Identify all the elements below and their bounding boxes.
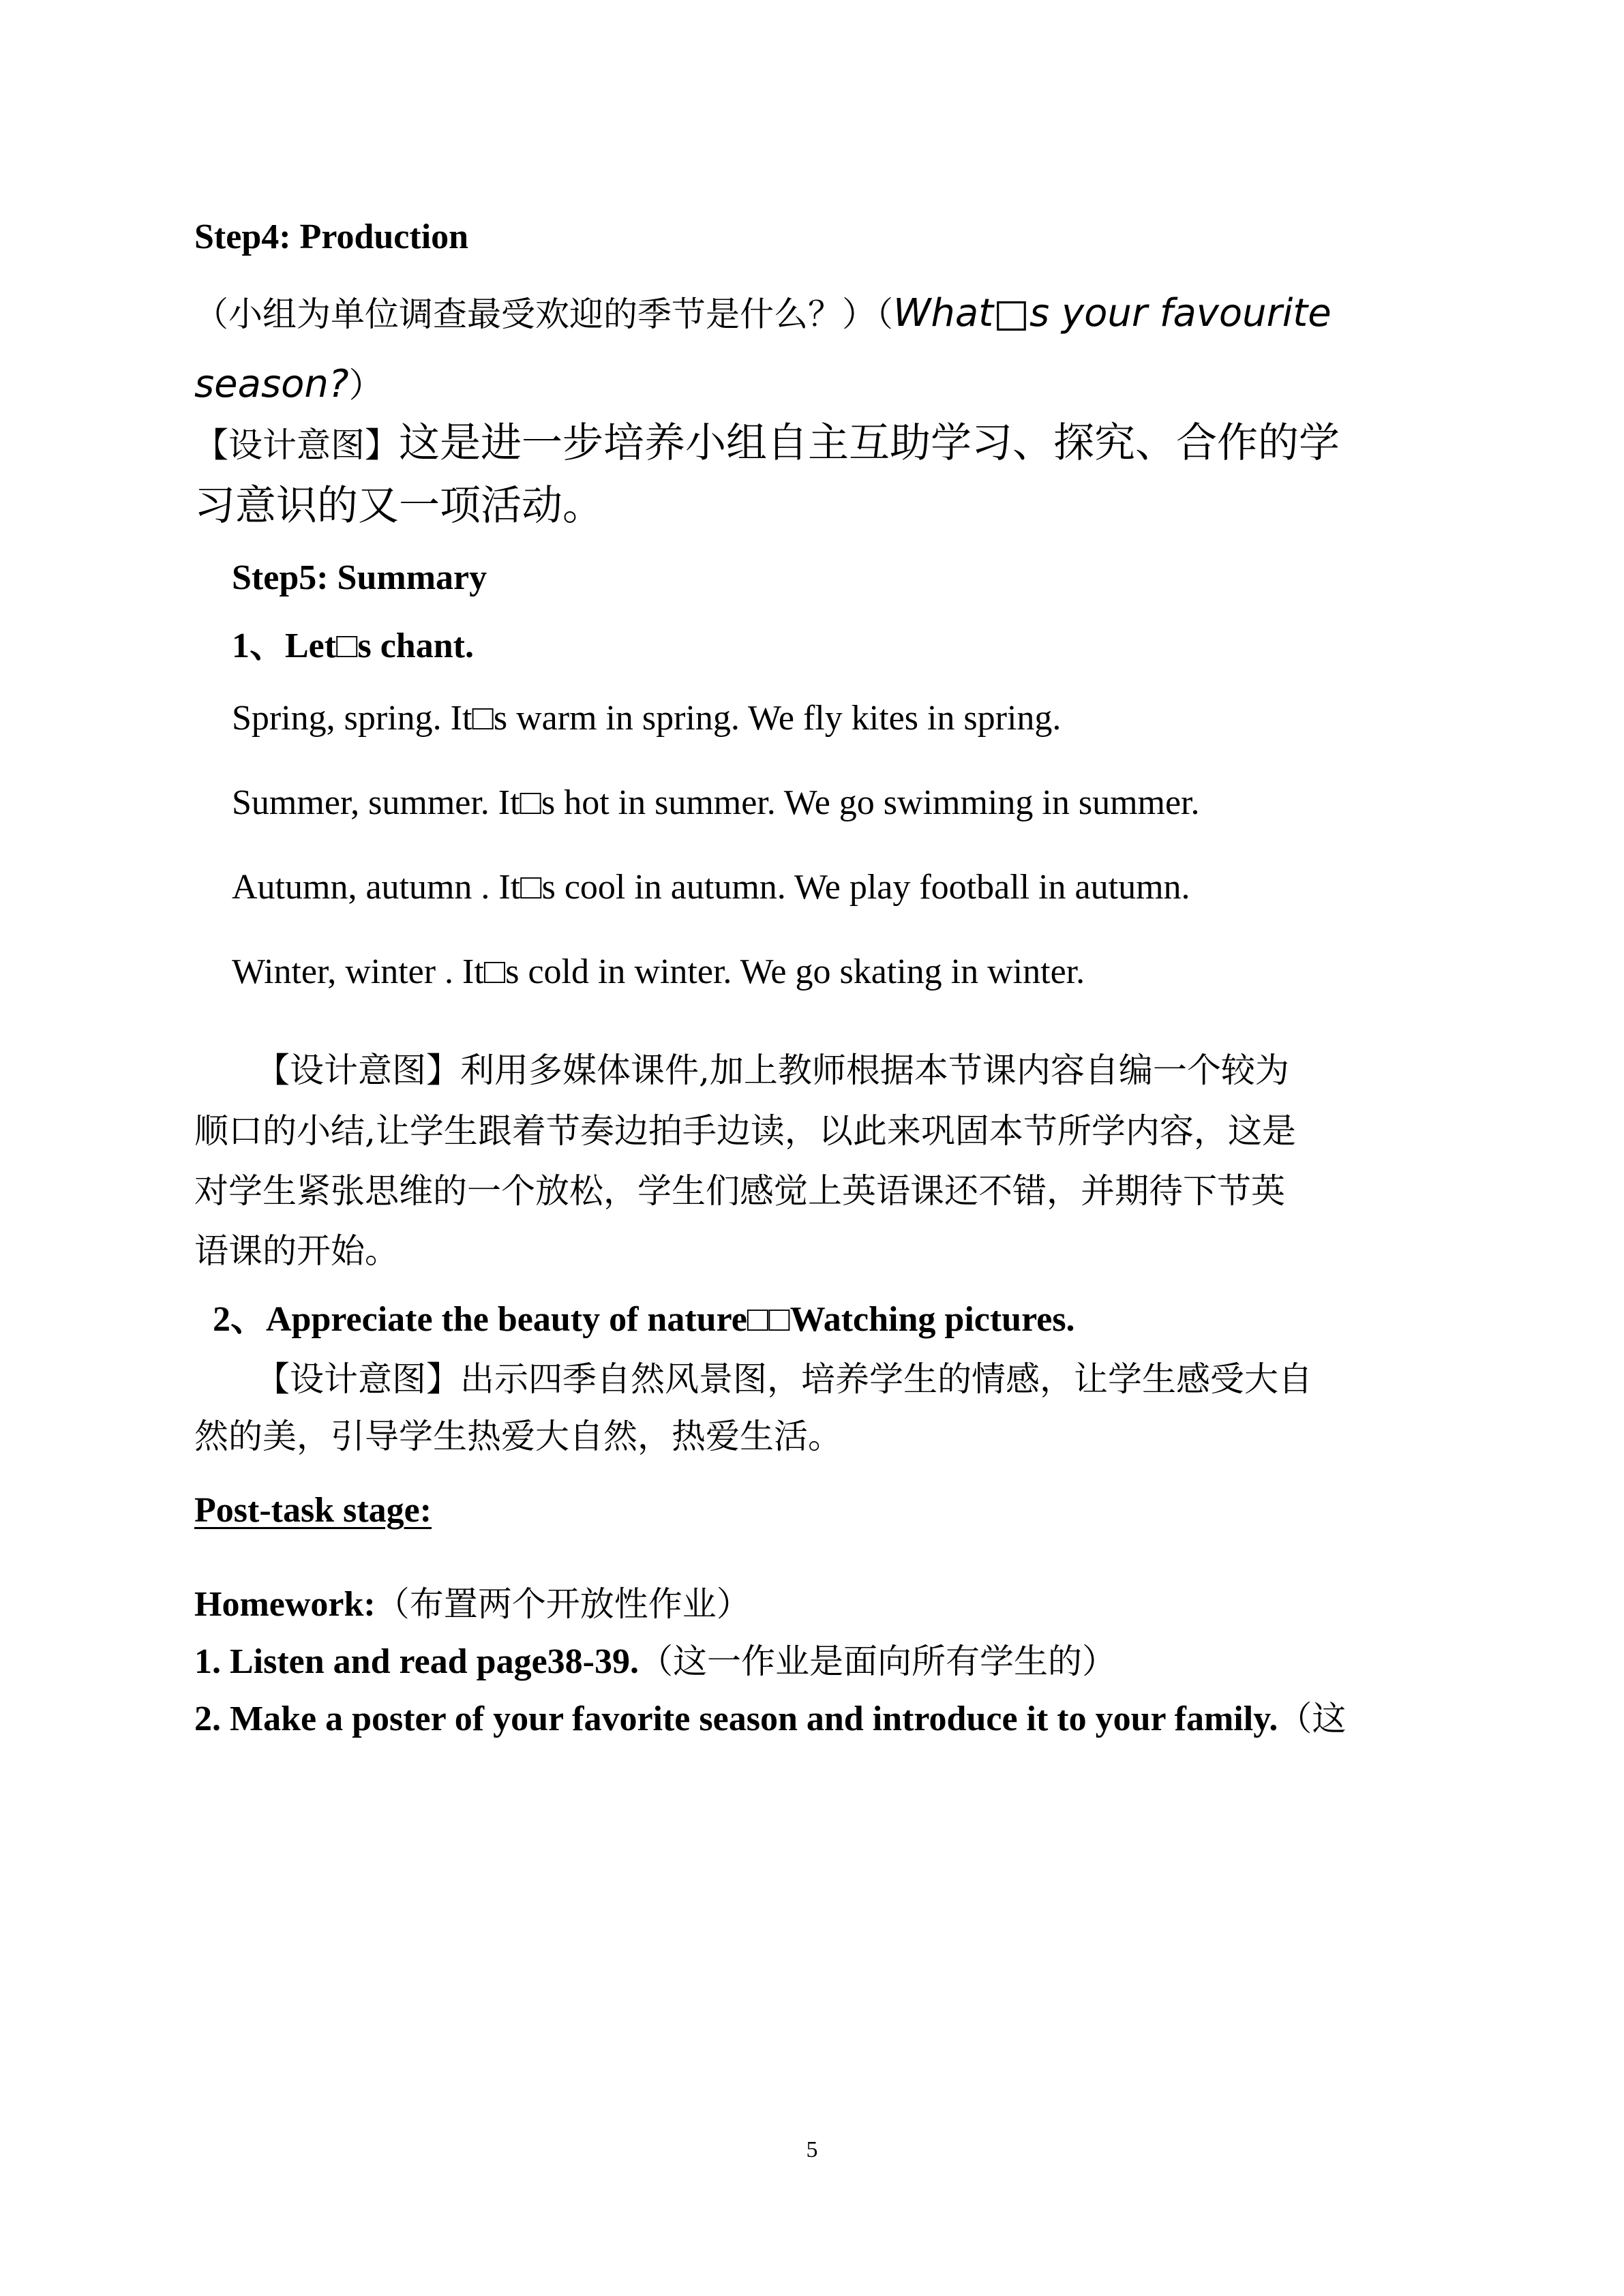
survey-line-2	[194, 362, 383, 406]
homework-item-2	[194, 1699, 1347, 1738]
design-intent-label: 【设计意图】	[194, 425, 399, 465]
homework-item-1	[194, 1644, 1116, 1680]
design-intent-2-line-3: 对学生紧张思维的一个放松，学生们感觉上英语课还不错，并期待下节英	[194, 1171, 1285, 1211]
design-intent-text: 这是进一步培养小组自主互助学习、探究、合作的学	[399, 419, 1340, 467]
design-intent-3-line-1: 【设计意图】出示四季自然风景图，培养学生的情感，让学生感受大自	[256, 1359, 1312, 1399]
survey-line	[194, 291, 1332, 335]
homework-line	[194, 1584, 751, 1624]
chant-line-winter: Winter, winter . It□s cold in winter. We go skating in winter.	[232, 952, 1085, 991]
design-intent-2-line-4: 语课的开始。	[194, 1231, 399, 1271]
homework-item-2-text: 2. Make a poster of your favorite season and introduce it to your family.	[194, 1700, 1278, 1738]
chant-heading: 1、Let□s chant.	[232, 626, 474, 665]
chant-line-spring: Spring, spring. It□s warm in spring. We fly kites in spring.	[232, 699, 1062, 738]
survey-question-cont: season?	[194, 362, 349, 406]
design-intent-2-line-1: 【设计意图】利用多媒体课件,加上教师根据本节课内容自编一个较为	[256, 1051, 1289, 1090]
step5-heading: Step5: Summary	[232, 558, 487, 597]
survey-question: What□s your favourite	[893, 291, 1332, 335]
post-task-heading: Post-task stage:	[194, 1491, 432, 1530]
design-intent-1	[194, 419, 1340, 467]
survey-chinese: （小组为单位调查最受欢迎的季节是什么？）（	[194, 294, 893, 334]
chant-line-autumn: Autumn, autumn . It□s cool in autumn. We play football in autumn.	[232, 868, 1190, 907]
design-intent-1-cont: 习意识的又一项活动。	[194, 482, 603, 530]
chant-line-summer: Summer, summer. It□s hot in summer. We go swimming in summer.	[232, 783, 1200, 822]
homework-item-1-note: （这一作业是面向所有学生的）	[638, 1642, 1116, 1681]
homework-note: （布置两个开放性作业）	[375, 1584, 751, 1624]
homework-item-1-text: 1. Listen and read page38-39.	[194, 1642, 639, 1681]
design-intent-3-line-2: 然的美，引导学生热爱大自然，热爱生活。	[194, 1417, 842, 1456]
homework-item-2-note: （这	[1278, 1699, 1347, 1738]
step4-heading: Step4: Production	[194, 217, 469, 256]
page-number: 5	[806, 2137, 818, 2162]
appreciate-heading: 2、Appreciate the beauty of nature□□Watching pictures.	[213, 1300, 1075, 1339]
design-intent-2-line-2: 顺口的小结,让学生跟着节奏边拍手边读，以此来巩固本节所学内容，这是	[194, 1111, 1296, 1151]
homework-label: Homework:	[194, 1585, 376, 1624]
survey-close: ）	[348, 365, 383, 405]
